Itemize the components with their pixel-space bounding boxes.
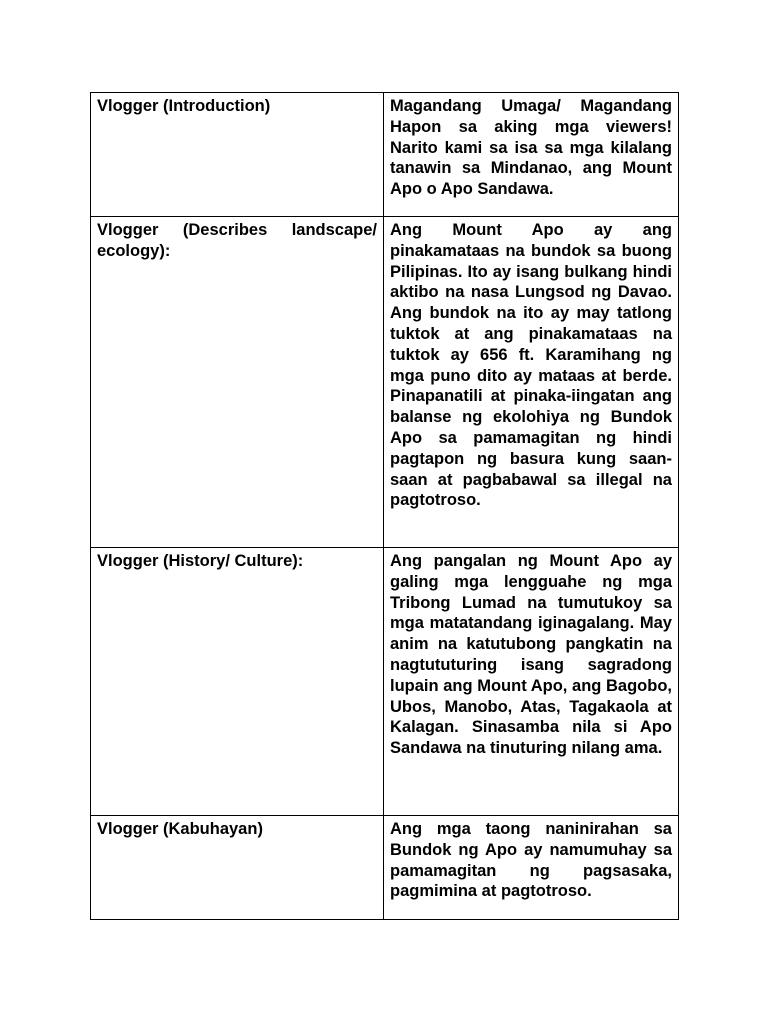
speaker-cell: Vlogger (Kabuhayan) — [91, 816, 384, 920]
script-cell: Ang pangalan ng Mount Apo ay galing mga lengguahe ng mga Tribong Lumad na tumutukoy sa mga matatandang iginagalang. May anim na katutubong pangkatin na nagtututuring isang sagradong lupain ang Mount Apo, ang Bagobo, Ubos, Manobo, Atas, Tagakaola at Kalagan. Sinasamba nila si Apo Sandawa na tinuturing nilang ama. — [384, 548, 679, 816]
speaker-cell: Vlogger (Introduction) — [91, 93, 384, 217]
table-row — [91, 217, 679, 548]
script-cell: Ang Mount Apo ay ang pinakamataas na bundok sa buong Pilipinas. Ito ay isang bulkang hindi aktibo na nasa Lungsod ng Davao. Ang bundok na ito ay may tatlong tuktok at ang pinakamataas na tuktok ay 656 ft. Karamihang ng mga puno dito ay mataas at berde. Pinapanatili at pinaka-iingatan ang balanse ng ekolohiya ng Bundok Apo sa pamamagitan ng hindi pagtapon ng basura kung saan-saan at pagbabawal sa illegal na pagtotroso. — [384, 217, 679, 548]
speaker-cell: Vlogger (History/ Culture): — [91, 548, 384, 816]
table-row — [91, 93, 679, 217]
table-row — [91, 816, 679, 920]
script-cell: Ang mga taong naninirahan sa Bundok ng Apo ay namumuhay sa pamamagitan ng pagsasaka, pagmimina at pagtotroso. — [384, 816, 679, 920]
speaker-cell: Vlogger (Describes landscape/ ecology): — [91, 217, 384, 548]
script-table — [90, 92, 679, 920]
table-row — [91, 548, 679, 816]
script-cell: Magandang Umaga/ Magandang Hapon sa aking mga viewers! Narito kami sa isa sa mga kilalang tanawin sa Mindanao, ang Mount Apo o Apo Sandawa. — [384, 93, 679, 217]
